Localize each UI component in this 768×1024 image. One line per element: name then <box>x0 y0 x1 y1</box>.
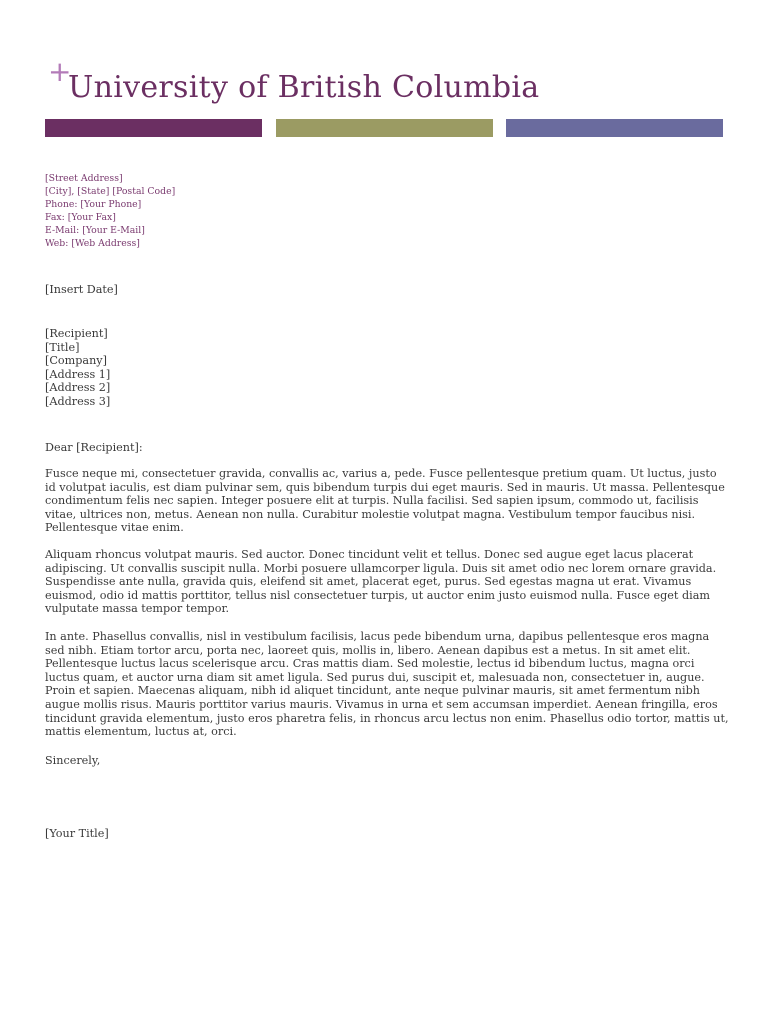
sender-fax: Fax: [Your Fax] <box>45 212 116 223</box>
color-bars <box>45 119 725 137</box>
body-paragraph: Aliquam rhoncus volutpat mauris. Sed auctor. Donec tincidunt velit et tellus. Donec sed augue eget lacus placerat adipiscing. Ut convallis suscipit nulla. Morbi posuere ullamcorper ligula. Duis sit amet odio nec lorem ornare gravida. Suspendisse ante nulla, gravida quis, eleifend sit amet, placerat eget, purus. Sed egestas magna ut erat. Vivamus euismod, odio id mattis porttitor, tellus nisl consectetuer turpis, ut auctor enim justo euismod nulla. Fusce eget diam vulputate massa tempor tempor. <box>45 548 717 616</box>
recipient-line: [Address 3] <box>45 394 111 408</box>
signature-title: [Your Title] <box>45 827 109 840</box>
plus-icon: + <box>48 55 72 88</box>
letterhead <box>46 55 726 108</box>
organization-name: University of British Columbia <box>68 70 540 105</box>
closing: Sincerely, <box>45 754 101 767</box>
body-paragraph: In ante. Phasellus convallis, nisl in vestibulum facilisis, lacus pede bibendum urna, dapibus pellentesque eros magna sed nibh. Etiam tortor arcu, porta nec, laoreet quis, mollis in, libero. Aenean dapibus est a metus. In sit amet elit. Pellentesque luctus lacus scelerisque arcu. Cras mattis diam. Sed molestie, lectus id bibendum luctus, magna orci luctus quam, et auctor urna diam sit amet ligula. Sed purus dui, suscipit et, malesuada non, consectetuer in, augue. Proin et sapien. Maecenas aliquam, nibh id aliquet tincidunt, ante neque pulvinar mauris, sit amet fermentum nibh augue mollis risus. Mauris porttitor varius mauris. Vivamus in urna et sem accumsan imperdiet. Aenean fringilla, eros tincidunt gravida elementum, justo eros pharetra felis, in rhoncus arcu lectus non enim. Phasellus odio tortor, mattis ut, mattis elementum, luctus at, orci. <box>45 630 729 739</box>
letter-date: [Insert Date] <box>45 283 118 296</box>
color-bar-olive <box>276 119 493 137</box>
recipient-line: [Address 2] <box>45 381 111 395</box>
salutation: Dear [Recipient]: <box>45 441 143 454</box>
recipient-line: [Company] <box>45 354 107 368</box>
sender-street: [Street Address] <box>45 173 123 184</box>
sender-phone: Phone: [Your Phone] <box>45 199 142 210</box>
sender-city-state-zip: [City], [State] [Postal Code] <box>45 186 176 197</box>
recipient-block <box>45 327 729 409</box>
color-bar-plum <box>45 119 262 137</box>
recipient-line: [Recipient] <box>45 327 108 340</box>
body-paragraph: Fusce neque mi, consectetuer gravida, convallis ac, varius a, pede. Fusce pellentesque pretium quam. Ut luctus, justo id volutpat iaculis, est diam pulvinar sem, quis bibendum turpis dui eget mauris. Sed in mauris. Ut massa. Pellentesque condimentum felis nec sapien. Integer posuere elit at turpis. Nulla facilisi. Sed sapien ipsum, commodo ut, facilisis vitae, ultrices non, metus. Aenean non nulla. Curabitur molestie volutpat magna. Vestibulum tempor faucibus nisi. Pellentesque vitae enim. <box>45 467 725 535</box>
color-bar-slate <box>506 119 723 137</box>
sender-email: E-Mail: [Your E-Mail] <box>45 225 145 236</box>
recipient-line: [Address 1] <box>45 367 111 381</box>
recipient-line: [Title] <box>45 340 80 354</box>
sender-address-block <box>45 172 175 250</box>
sender-web: Web: [Web Address] <box>45 238 140 249</box>
